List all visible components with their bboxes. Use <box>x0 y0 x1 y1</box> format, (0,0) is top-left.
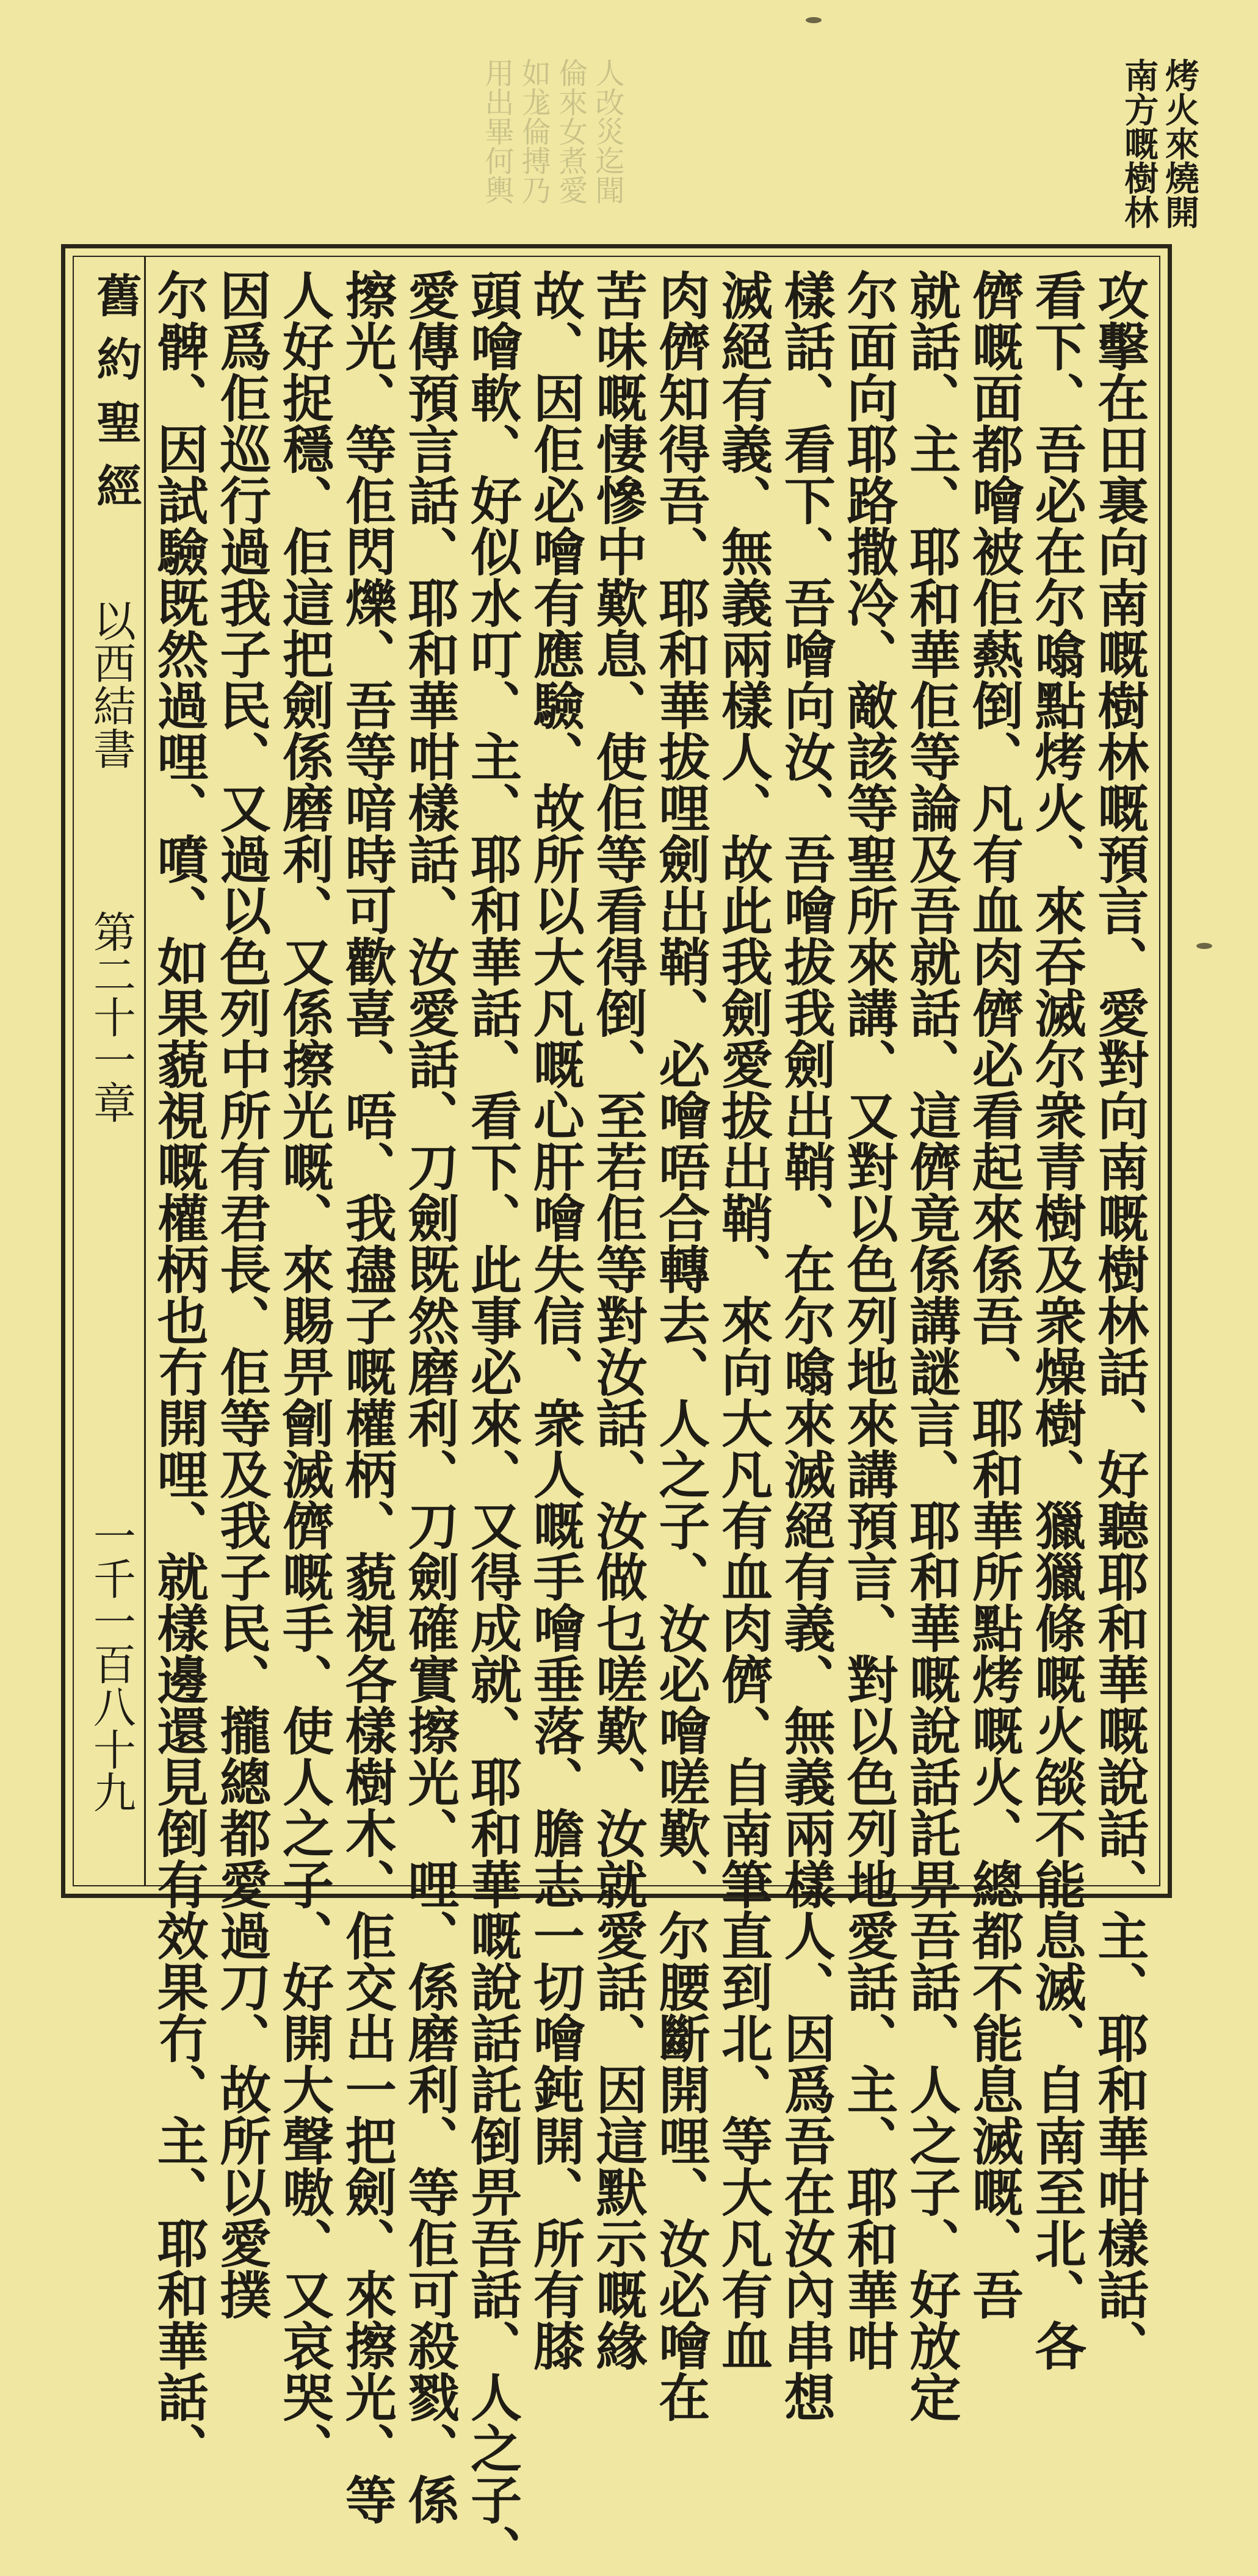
bleed-line: 用出畢何輿 <box>479 58 514 204</box>
page-frame <box>61 244 1172 2576</box>
headnote <box>1082 58 1198 241</box>
text-column: 人好捉穩、佢這把劍係磨利、又係擦光嘅、來賜畀劊滅儕嘅手、使人之子、好開大聲嗷、又哀哭、 <box>274 269 335 2473</box>
text-column: 滅絕有義、無義兩樣人、故此我劍愛拔出鞘、來向大凡有血肉儕、自南筆直到北、等大凡有血 <box>713 269 774 2371</box>
book-name: 以西結書 <box>86 599 137 770</box>
page-number: 一千一百八十九 <box>86 1514 137 1813</box>
text-column: 愛傳預言話、耶和華咁樣話、汝愛話、刀劍既然磨利、刀劍確實擦光、哩、係磨利、等佢可殺戮、係 <box>399 269 460 2525</box>
text-column: 樣話、看下、吾噲向汝、吾噲拔我劍出鞘、在尔噏來滅絕有義、無義兩樣人、因爲吾在汝內串想 <box>776 269 837 2422</box>
text-column: 尔髀、因試驗既然過哩、噴、如果藐視嘅權柄也冇開哩、就樣邊還見倒有效果冇、主、耶和華話、 <box>149 269 210 2473</box>
ink-spot <box>806 17 822 23</box>
headnote-line: 南方嘅樹林 <box>1119 58 1160 229</box>
text-column: 就話、主、耶和華佢等論及吾就話、這儕竟係講謎言、耶和華嘅說話託畀吾話、人之子、好放定 <box>901 269 962 2422</box>
text-column: 擦光、等佢閃爍、吾等喑時可歡喜、唔、我孻子嘅權柄、藐視各樣樹木、佢交出一把劍、來擦光、等 <box>337 269 398 2525</box>
text-column: 故、因佢必噲有應驗、故所以大凡嘅心肝噲失信、衆人嘅手噲垂落、膽志一切噲鈍開、所有膝 <box>525 269 586 2371</box>
bleed-line: 如尨倫搏乃 <box>516 58 551 204</box>
text-column: 苦味嘅悽慘中歎息、使佢等看得倒、至若佢等對汝話、汝做乜嗟歎、汝就愛話、因這默示嘅緣 <box>588 269 649 2371</box>
margin-column <box>74 257 146 1885</box>
text-column: 頭噲軟、好似水叮、主、耶和華話、看下、此事必來、又得成就、耶和華嘅說話託倒畀吾話、人之子、 <box>462 269 523 2576</box>
bleed-through-text <box>403 58 623 217</box>
text-column: 攻擊在田裏向南嘅樹林嘅預言、愛對向南嘅樹林話、好聽耶和華嘅說話、主、耶和華咁樣話、 <box>1089 269 1150 2371</box>
chapter-label: 第二十一章 <box>86 910 137 1124</box>
text-column: 儕嘅面都噲被佢爇倒、凡有血肉儕必看起來係吾、耶和華所點烤嘅火、總都不能息滅嘅、吾 <box>964 269 1025 2320</box>
page-frame-inner <box>73 256 1160 2576</box>
text-column: 肉儕知得吾、耶和華拔哩劍出鞘、必噲唔合轉去、人之子、汝必噲嗟歎、尔腰斷開哩、汝必噲在 <box>650 269 711 2422</box>
body-text <box>149 269 1150 2576</box>
book-title: 舊約聖經 <box>89 272 142 526</box>
ink-spot <box>1196 943 1212 949</box>
bleed-line: 倫來女煮愛 <box>553 58 588 204</box>
text-column: 尔面向耶路撒冷、敵該等聖所來講、又對以色列地來講預言、對以色列地愛話、主、耶和華咁 <box>838 269 899 2371</box>
bleed-line: 人改災迄聞 <box>590 58 624 204</box>
headnote-line: 烤火來燒開 <box>1160 58 1200 229</box>
text-column: 看下、吾必在尔噏點烤火、來吞滅尔衆青樹及衆燥樹、獵獵條嘅火燄不能息滅、自南至北、各 <box>1027 269 1088 2371</box>
text-column: 因爲佢巡行過我子民、又過以色列中所有君長、佢等及我子民、攏總都愛過刀、故所以愛撲 <box>211 269 272 2320</box>
